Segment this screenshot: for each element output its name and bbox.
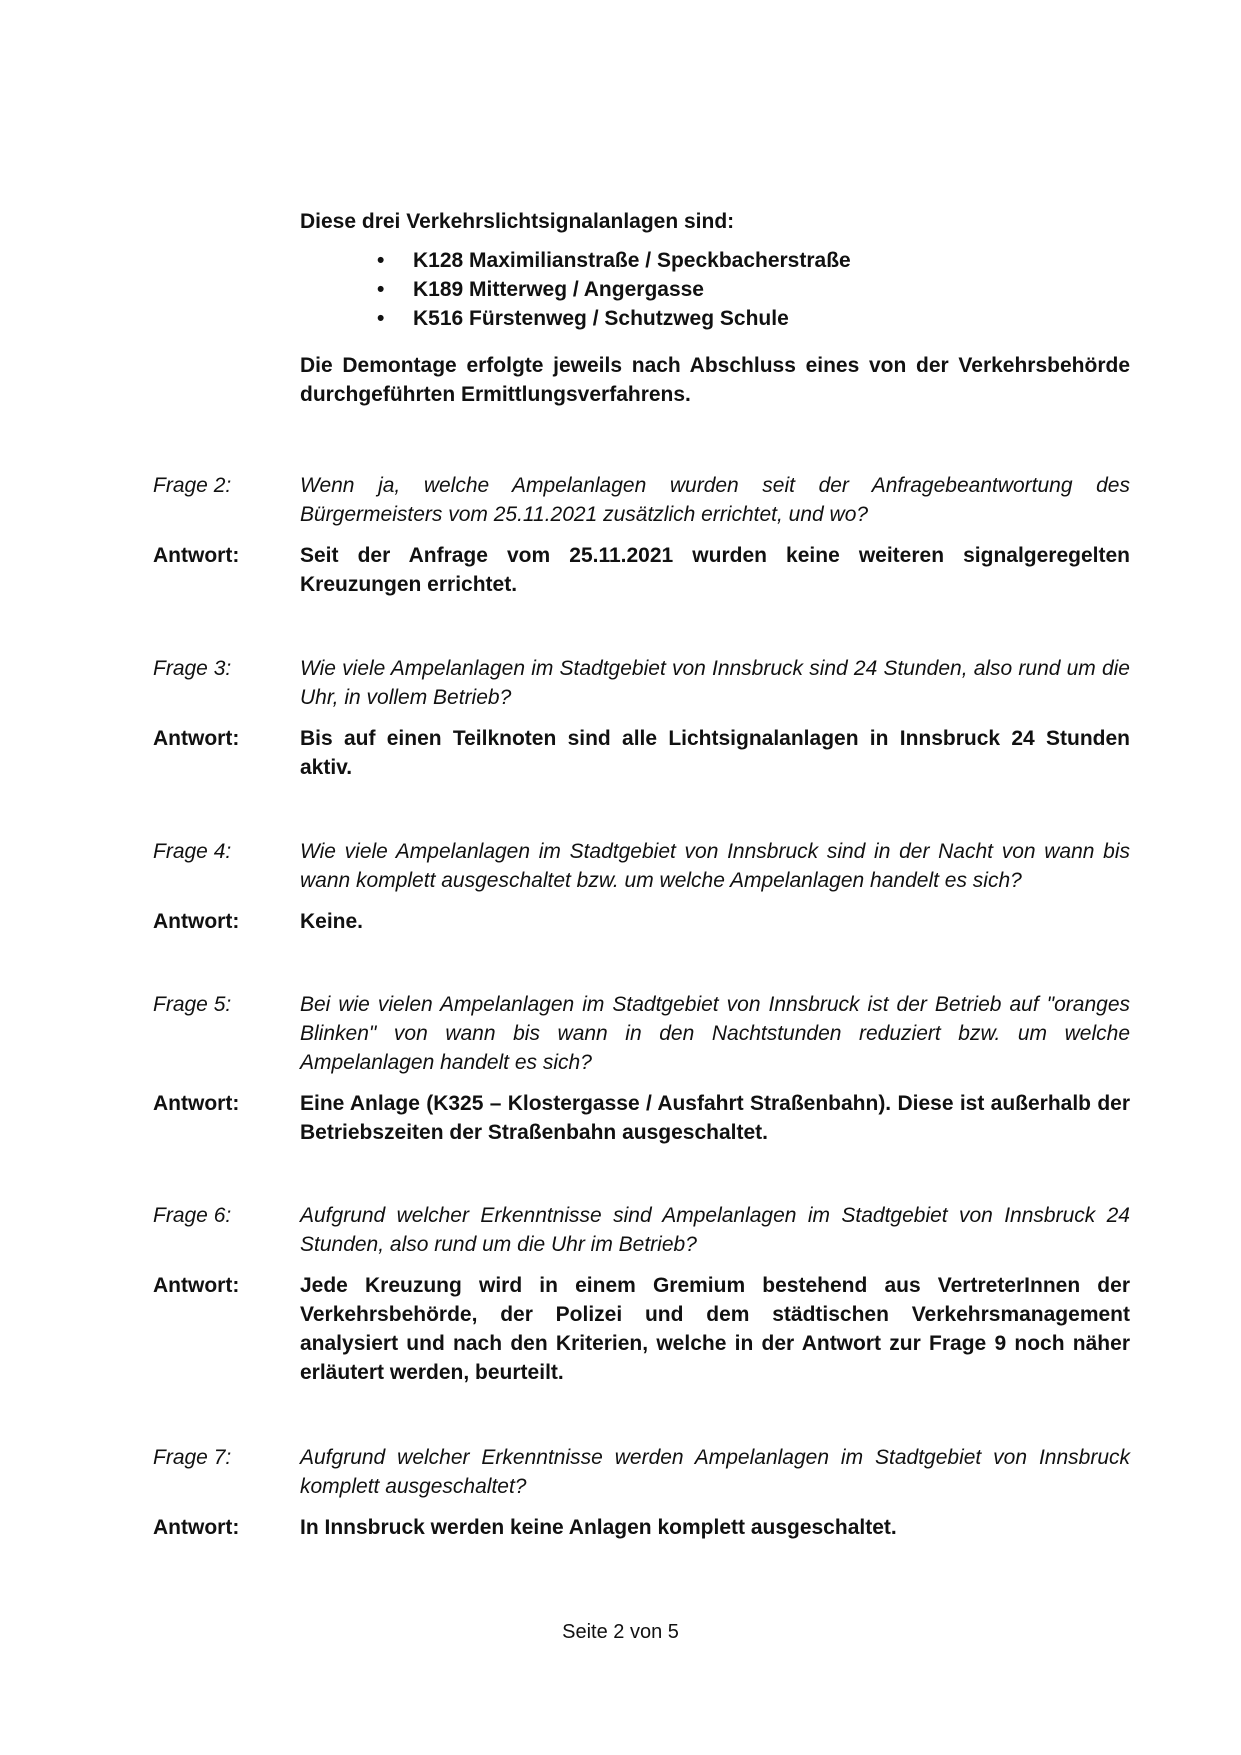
question-text: Wie viele Ampelanlagen im Stadtgebiet von Innsbruck sind in der Nacht von wann bis wann komplett ausgeschaltet bzw. um welche Ampelanlagen handelt es sich?: [300, 840, 1130, 892]
list-item-text: K516 Fürstenweg / Schutzweg Schule: [413, 307, 789, 330]
question-row: [153, 990, 1130, 1077]
question-row: [153, 837, 1130, 895]
qa-block-7: [153, 1443, 1130, 1542]
answer-text: Jede Kreuzung wird in einem Gremium bestehend aus VertreterInnen der Verkehrsbehörde, der Polizei und dem städtischen Verkehrsmanagement analysiert und nach den Kriterien, welche in der Antwort zur Frage 9 noch näher erläutert werden, beurteilt.: [300, 1274, 1130, 1384]
qa-block-4: [153, 837, 1130, 936]
question-label: Frage 3:: [153, 657, 232, 680]
bullet-icon: •: [377, 278, 385, 301]
answer-text: Eine Anlage (K325 – Klostergasse / Ausfahrt Straßenbahn). Diese ist außerhalb der Betriebszeiten der Straßenbahn ausgeschaltet.: [300, 1092, 1130, 1144]
question-text: Bei wie vielen Ampelanlagen im Stadtgebiet von Innsbruck ist der Betrieb auf "oranges Blinken" von wann bis wann in den Nachtstunden reduziert bzw. um welche Ampelanlagen handelt es sich?: [300, 993, 1130, 1074]
question-label: Frage 6:: [153, 1204, 232, 1227]
question-row: [153, 1201, 1130, 1259]
list-item: [377, 304, 1130, 333]
intro-heading: Diese drei Verkehrslichtsignalanlagen sind:: [300, 210, 735, 233]
list-item-text: K189 Mitterweg / Angergasse: [413, 278, 704, 301]
question-text: Aufgrund welcher Erkenntnisse sind Ampelanlagen im Stadtgebiet von Innsbruck 24 Stunden, also rund um die Uhr im Betrieb?: [300, 1204, 1130, 1256]
qa-block-5: [153, 990, 1130, 1147]
answer-label: Antwort:: [153, 1516, 240, 1539]
answer-text: Keine.: [300, 910, 364, 933]
question-text: Aufgrund welcher Erkenntnisse werden Ampelanlagen im Stadtgebiet von Innsbruck komplett ausgeschaltet?: [300, 1446, 1130, 1498]
list-item: [377, 275, 1130, 304]
answer-text: Bis auf einen Teilknoten sind alle Lichtsignalanlagen in Innsbruck 24 Stunden aktiv.: [300, 727, 1130, 779]
list-item: [377, 246, 1130, 275]
answer-text: In Innsbruck werden keine Anlagen komplett ausgeschaltet.: [300, 1516, 897, 1539]
answer-row: [153, 1089, 1130, 1147]
answer-label: Antwort:: [153, 544, 240, 567]
intersection-list: [300, 246, 1130, 333]
question-label: Frage 2:: [153, 474, 232, 497]
question-row: [153, 471, 1130, 529]
answer-label: Antwort:: [153, 1092, 240, 1115]
qa-block-2: [153, 471, 1130, 599]
question-text: Wenn ja, welche Ampelanlagen wurden seit der Anfragebeantwortung des Bürgermeisters vom 25.11.2021 zusätzlich errichtet, und wo?: [300, 474, 1130, 526]
question-label: Frage 4:: [153, 840, 232, 863]
intro-paragraph: Die Demontage erfolgte jeweils nach Abschluss eines von der Verkehrsbehörde durchgeführten Ermittlungsverfahrens.: [300, 354, 1130, 406]
question-row: [153, 654, 1130, 712]
answer-row: [153, 724, 1130, 782]
answer-row: [153, 907, 1130, 936]
intro-section: [300, 207, 1130, 409]
question-text: Wie viele Ampelanlagen im Stadtgebiet von Innsbruck sind 24 Stunden, also rund um die Uhr, in vollem Betrieb?: [300, 657, 1130, 709]
page-number: Seite 2 von 5: [562, 1621, 679, 1643]
answer-label: Antwort:: [153, 727, 240, 750]
answer-text: Seit der Anfrage vom 25.11.2021 wurden keine weiteren signalgeregelten Kreuzungen errichtet.: [300, 544, 1130, 596]
qa-block-3: [153, 654, 1130, 782]
list-item-text: K128 Maximilianstraße / Speckbacherstraße: [413, 249, 851, 272]
answer-label: Antwort:: [153, 1274, 240, 1297]
answer-label: Antwort:: [153, 910, 240, 933]
qa-block-6: [153, 1201, 1130, 1387]
question-label: Frage 7:: [153, 1446, 232, 1469]
question-label: Frage 5:: [153, 993, 232, 1016]
answer-row: [153, 1513, 1130, 1542]
question-row: [153, 1443, 1130, 1501]
answer-row: [153, 1271, 1130, 1387]
answer-row: [153, 541, 1130, 599]
bullet-icon: •: [377, 249, 385, 272]
bullet-icon: •: [377, 307, 385, 330]
